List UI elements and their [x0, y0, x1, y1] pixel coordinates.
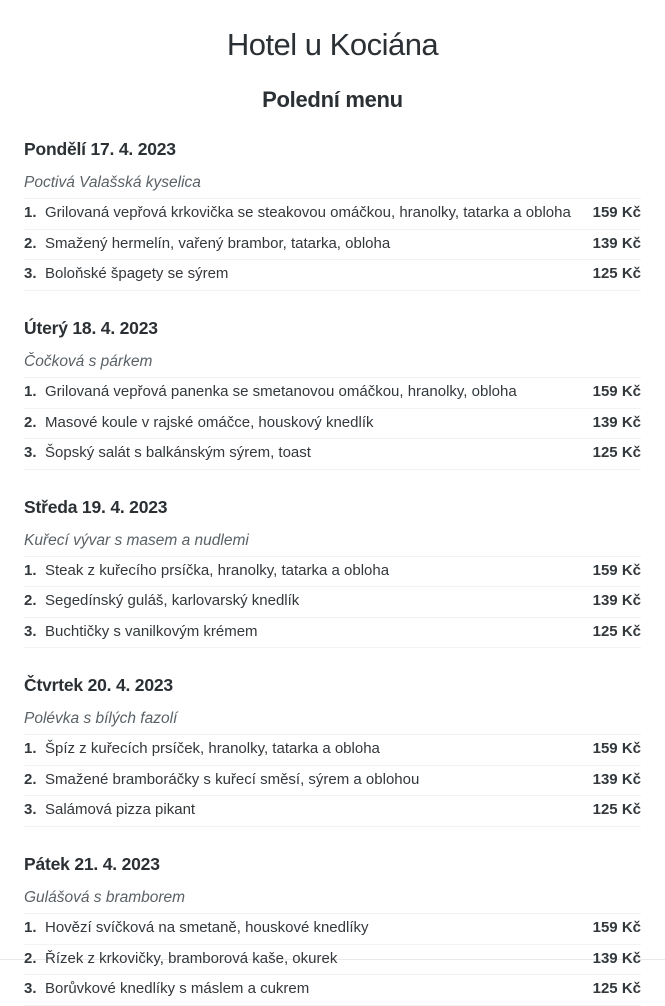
- day-sections: [24, 139, 641, 1005]
- item-number: 1.: [24, 204, 37, 222]
- day-section: [24, 854, 641, 1006]
- dish-name: Buchtičky s vanilkovým krémem: [45, 622, 258, 640]
- menu-item-row: [24, 766, 641, 797]
- dish-name: Hovězí svíčková na smetaně, houskové knedlíky: [45, 919, 369, 937]
- item-price: 125 Kč: [592, 801, 641, 819]
- soup-name: Čočková s párkem: [24, 353, 153, 371]
- menu-items: [24, 198, 641, 291]
- dish-name: Smažené bramboráčky s kuřecí směsí, sýrem a oblohou: [45, 770, 420, 788]
- dish-name: Smažený hermelín, vařený brambor, tatarka, obloha: [45, 234, 391, 252]
- item-number: 2.: [24, 949, 37, 967]
- item-number: 1.: [24, 740, 37, 758]
- menu-item-row: [24, 199, 641, 230]
- item-price: 139 Kč: [592, 592, 641, 610]
- menu-items: [24, 556, 641, 649]
- item-number: 3.: [24, 622, 37, 640]
- item-price: 139 Kč: [592, 234, 641, 252]
- menu-item-row: [24, 557, 641, 588]
- dish-name: Grilovaná vepřová panenka se smetanovou omáčkou, hranolky, obloha: [45, 383, 517, 401]
- day-heading: Čtvrtek 20. 4. 2023: [24, 675, 173, 696]
- item-price: 125 Kč: [592, 265, 641, 283]
- item-number: 2.: [24, 770, 37, 788]
- dish-name: Boloňské špagety se sýrem: [45, 265, 229, 283]
- item-number: 3.: [24, 980, 37, 998]
- dish-name: Špíz z kuřecích prsíček, hranolky, tatarka a obloha: [45, 740, 380, 758]
- dish-name: Segedínský guláš, karlovarský knedlík: [45, 592, 300, 610]
- day-heading: Úterý 18. 4. 2023: [24, 317, 158, 338]
- day-section: [24, 139, 641, 291]
- menu-item-row: [24, 409, 641, 440]
- menu-item-row: [24, 230, 641, 261]
- menu-items: [24, 913, 641, 1006]
- soup-name: Kuřecí vývar s masem a nudlemi: [24, 531, 249, 549]
- item-number: 1.: [24, 383, 37, 401]
- menu-item-row: [24, 914, 641, 945]
- item-price: 159 Kč: [592, 383, 641, 401]
- item-price: 139 Kč: [592, 770, 641, 788]
- item-number: 3.: [24, 265, 37, 283]
- menu-item-row: [24, 587, 641, 618]
- menu-item-row: [24, 618, 641, 649]
- menu-item-row: [24, 378, 641, 409]
- menu-item-row: [24, 735, 641, 766]
- item-price: 159 Kč: [592, 740, 641, 758]
- item-price: 159 Kč: [592, 204, 641, 222]
- soup-name: Poctivá Valašská kyselica: [24, 174, 201, 192]
- item-number: 3.: [24, 801, 37, 819]
- menu-item-row: [24, 796, 641, 827]
- dish-name: Borůvkové knedlíky s máslem a cukrem: [45, 980, 310, 998]
- day-heading: Středa 19. 4. 2023: [24, 496, 168, 517]
- soup-name: Polévka s bílých fazolí: [24, 710, 178, 728]
- item-price: 139 Kč: [592, 413, 641, 431]
- item-price: 125 Kč: [592, 980, 641, 998]
- item-number: 1.: [24, 919, 37, 937]
- day-heading: Pondělí 17. 4. 2023: [24, 139, 176, 160]
- page-title: Hotel u Kociána: [226, 27, 439, 62]
- day-heading: Pátek 21. 4. 2023: [24, 853, 160, 874]
- item-number: 1.: [24, 561, 37, 579]
- item-price: 125 Kč: [592, 444, 641, 462]
- menu-item-row: [24, 439, 641, 470]
- dish-name: Grilovaná vepřová krkovička se steakovou omáčkou, hranolky, tatarka a obloha: [45, 204, 571, 222]
- dish-name: Steak z kuřecího prsíčka, hranolky, tatarka a obloha: [45, 561, 390, 579]
- day-section: [24, 675, 641, 827]
- item-price: 159 Kč: [592, 919, 641, 937]
- menu-item-row: [24, 975, 641, 1006]
- day-section: [24, 497, 641, 649]
- dish-name: Řízek z krkovičky, bramborová kaše, okurek: [45, 949, 338, 967]
- dish-name: Šopský salát s balkánským sýrem, toast: [45, 444, 311, 462]
- menu-item-row: [24, 260, 641, 291]
- menu-items: [24, 377, 641, 470]
- dish-name: Masové koule v rajské omáčce, houskový knedlík: [45, 413, 374, 431]
- item-number: 2.: [24, 413, 37, 431]
- item-number: 3.: [24, 444, 37, 462]
- day-section: [24, 318, 641, 470]
- item-price: 139 Kč: [592, 949, 641, 967]
- item-price: 125 Kč: [592, 622, 641, 640]
- item-price: 159 Kč: [592, 561, 641, 579]
- item-number: 2.: [24, 234, 37, 252]
- soup-name: Gulášová s bramborem: [24, 889, 186, 907]
- menu-subtitle: Polední menu: [262, 87, 403, 113]
- item-number: 2.: [24, 592, 37, 610]
- dish-name: Salámová pizza pikant: [45, 801, 196, 819]
- menu-items: [24, 734, 641, 827]
